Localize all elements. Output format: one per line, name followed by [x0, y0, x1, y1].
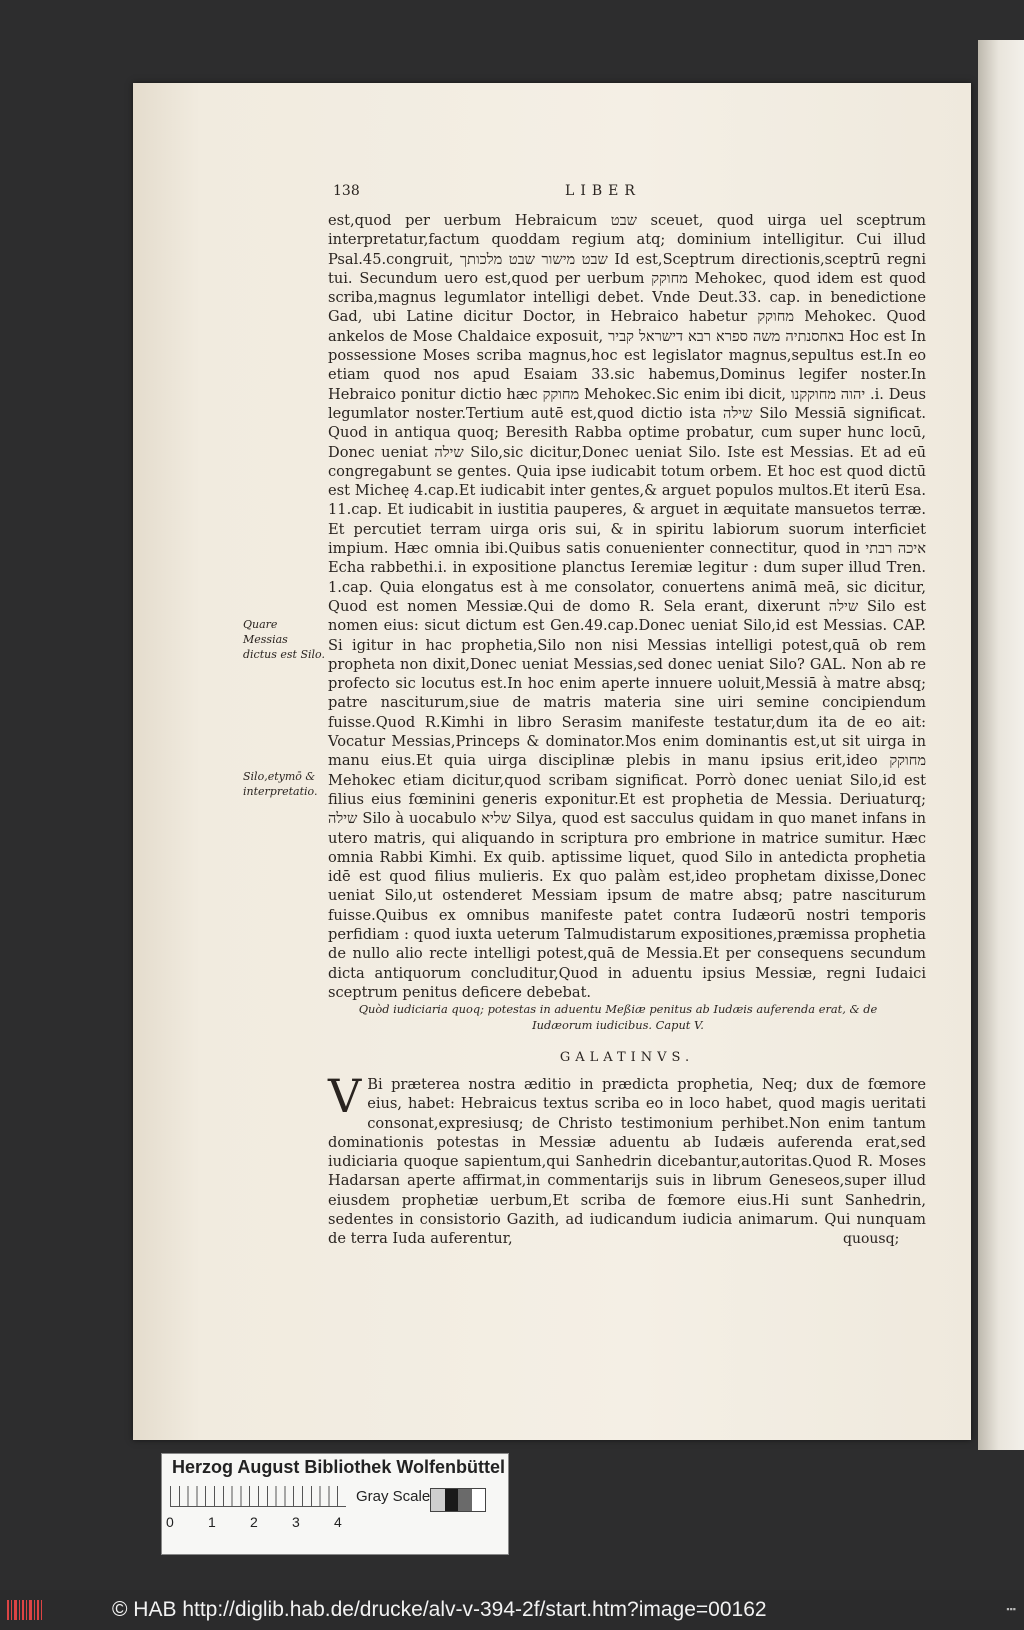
ruler-tick-label: 0 — [166, 1514, 174, 1530]
chapter-author: GALATINVS. — [559, 1050, 695, 1065]
ruler-tick-label: 1 — [208, 1514, 216, 1530]
ruler — [170, 1486, 346, 1507]
drop-initial: V — [328, 1069, 362, 1123]
library-name: Herzog August Bibliothek Wolfenbüttel — [172, 1457, 505, 1477]
body-text: est,quod per uerbum Hebraicum שבט sceuet, quod uirga uel sceptrum interpretatur,factum quoddam regium atq; dominium intelligitur. Cui illud Psal.45.congruit, שבט מישור שבט מלכותך Id est,Sceptrum directionis,sceptrū regni tui. Secundum uero est,quod per uerbum מחוקק Mehokec, quod idem est quod scriba,magnus legumlator intelligi debet. Vnde Deut.33. cap. in benedictione Gad, ubi Latine dicitur Doctor, in Hebraico habetur מחוקק Mehokec. Quod ankelos de Mose Chaldaice exposuit, באחסנתיה משה ספרא רבא דישראל קביר Hoc est In possessione Moses scriba magnus,hoc est legislator magnus,sepultus est.In eo etiam quod nos apud Esaiam 33.sic habemus,Dominus legifer noster.In Hebraico ponitur dictio hæc מחוקק Mehokec.Sic enim ibi dicit, יהוה מחוקקנו .i. Deus legumlator noster.Tertium autē est,quod dictio ista שילה Silo Messiā significat. Quod in antiqua quoq; Beresith Rabba optime probatur, cum super hunc locū, Donec ueniat שילה Silo,sic dicitur,Donec ueniat Silo. Iste est Messias. Et ad eū congregabunt se gentes. Quia ipse iudicabit totum orbem. Et hoc est quod dictū est Micheę 4.cap.Et iudicabit inter gentes,& arguet populos multos.Et iterū Esa. 11.cap. Et iudicabit in iustitia pauperes, & arguet in æquitate mansuetos terræ. Et percutiet terram uirga oris sui, & in spiritu labiorum suorum interficiet impium. Hæc omnia ibi.Quibus satis conuenienter connectitur, quod in איכה רבתי Echa rabbethi.i. in expositione planctus Ieremiæ legitur : dum super illud Tren. 1.cap. Quia elongatus est à me consolator, conuertens animā meā, sic dicitur, Quod est nomen Messiæ.Qui de domo R. Sela erant, dixerunt שילה Silo est nomen eius: sicut dictum est Gen.49.cap.Donec ueniat Silo,id est Messias. CAP. Si igitur in hac prophetia,Silo non nisi Messias intelligi potest,quā ob rem propheta non dixit,Donec ueniat Messias,sed donec ueniat Silo? GAL. Non ab re profecto sic locutus est.In hoc enim aperte innuere uoluit,Messiā à matre absq; patre nasciturum,siue de matris materia sine uiri semine concipiendum fuisse.Quod R.Kimhi in libro Serasim manifeste testatur,dum ita de eo ait: Vocatur Messias,Princeps & dominator.Mos enim dominantis est,ut sit uirga in manu eius.Et quia uirga disciplinæ plebis in manu ipsius erit,ideo מחוקק Mehokec etiam dicitur,quod scribam significat. Porrò donec ueniat Silo,id est filius eius fœminini generis exponitur.Et est prophetia de Messia. Deriuaturq; שילה Silo à uocabulo שליא Silya, quod est sacculus quidam in quo manet infans in utero matris, qui aliquando in scriptura pro embrione in matrice sumitur. Hæc omnia Rabbi Kimhi. Ex quib. aptissime liquet, quod Silo in antedicta prophetia idē est quod filius mulieris. Ex quo palàm est,ideo prophetam dixisse,Donec ueniat Silo,ut ostenderet Messiam ipsum de matre absq; patre nasciturum fuisse.Quibus ex omnibus manifeste patet contra Iudæorū nostri temporis perfidiam : quod iuxta ueterum Talmudistarum expositiones,præmissa prophetia de nullo alio recte intelligi potest,quā de Messia.Et per consequens secundum dicta antiquorum concluditur,Quod in aduentu ipsius Messiæ, regni Iudaici sceptrum penitus deficere debebat. — [328, 212, 927, 1001]
margin-note: Silo,etymō & interpretatio. — [243, 770, 318, 798]
barcode-icon — [6, 1598, 46, 1622]
color-scale-card — [161, 1453, 509, 1555]
swatch-patch — [431, 1489, 445, 1511]
running-head-title: LIBER — [565, 183, 641, 199]
swatch-patch — [458, 1489, 472, 1511]
margin-note: Quare Messias dictus est Silo. — [243, 618, 325, 661]
swatch-patch — [472, 1489, 486, 1511]
swatch-patch — [445, 1489, 459, 1511]
chapter-text — [328, 1069, 926, 1249]
catchword: quousq; — [843, 1231, 900, 1247]
ruler-tick-label: 3 — [292, 1514, 300, 1530]
chapter-text-body: Bi præterea nostra æditio in prædicta prophetia, Neq; dux de fœmore eius, habet: Hebraicus textus scriba eo in loco habet, quod magis ueritati consonat,expresiusq; de Christo testimonium perhibet.Non enim tantum dominationis potestas in Messiæ aduentu ab Iudæis auferenda erat,sed iudiciaria quoque sapientum,qui Sanhedrin dicebantur,autoritas.Quod R. Moses Hadarsan aperte affirmat,in commentarijs suis in librum Geneseos,super illud eiusdem prophetiæ uerbum,Et scriba de fœmore eius.Hi sunt Sanhedrin, sedentes in consistorio Gazith, ad iudicandum iudicia animarum. Qui nunquam de terra Iuda auferentur, — [328, 1076, 926, 1248]
chapter-title: Quòd iudiciaria quoq; potestas in aduentu Meßiæ penitus ab Iudæis auferenda erat, & de Iudæorum iudicibus. Caput V. — [358, 1002, 878, 1032]
ruler-tick-label: 2 — [250, 1514, 258, 1530]
footer-mark: ▪▪▪ — [1006, 1604, 1016, 1614]
ruler-tick-label: 4 — [334, 1514, 342, 1530]
gray-scale-swatch — [430, 1488, 486, 1512]
facing-page-edge — [978, 40, 1024, 1450]
footer-bar — [0, 1590, 1024, 1630]
book-page — [133, 83, 971, 1440]
gray-scale-label: Gray Scale — [356, 1488, 431, 1505]
copyright-link[interactable]: © HAB http://diglib.hab.de/drucke/alv-v-394-2f/start.htm?image=00162 — [112, 1598, 767, 1621]
running-head — [333, 183, 873, 205]
page-number: 138 — [333, 183, 360, 199]
